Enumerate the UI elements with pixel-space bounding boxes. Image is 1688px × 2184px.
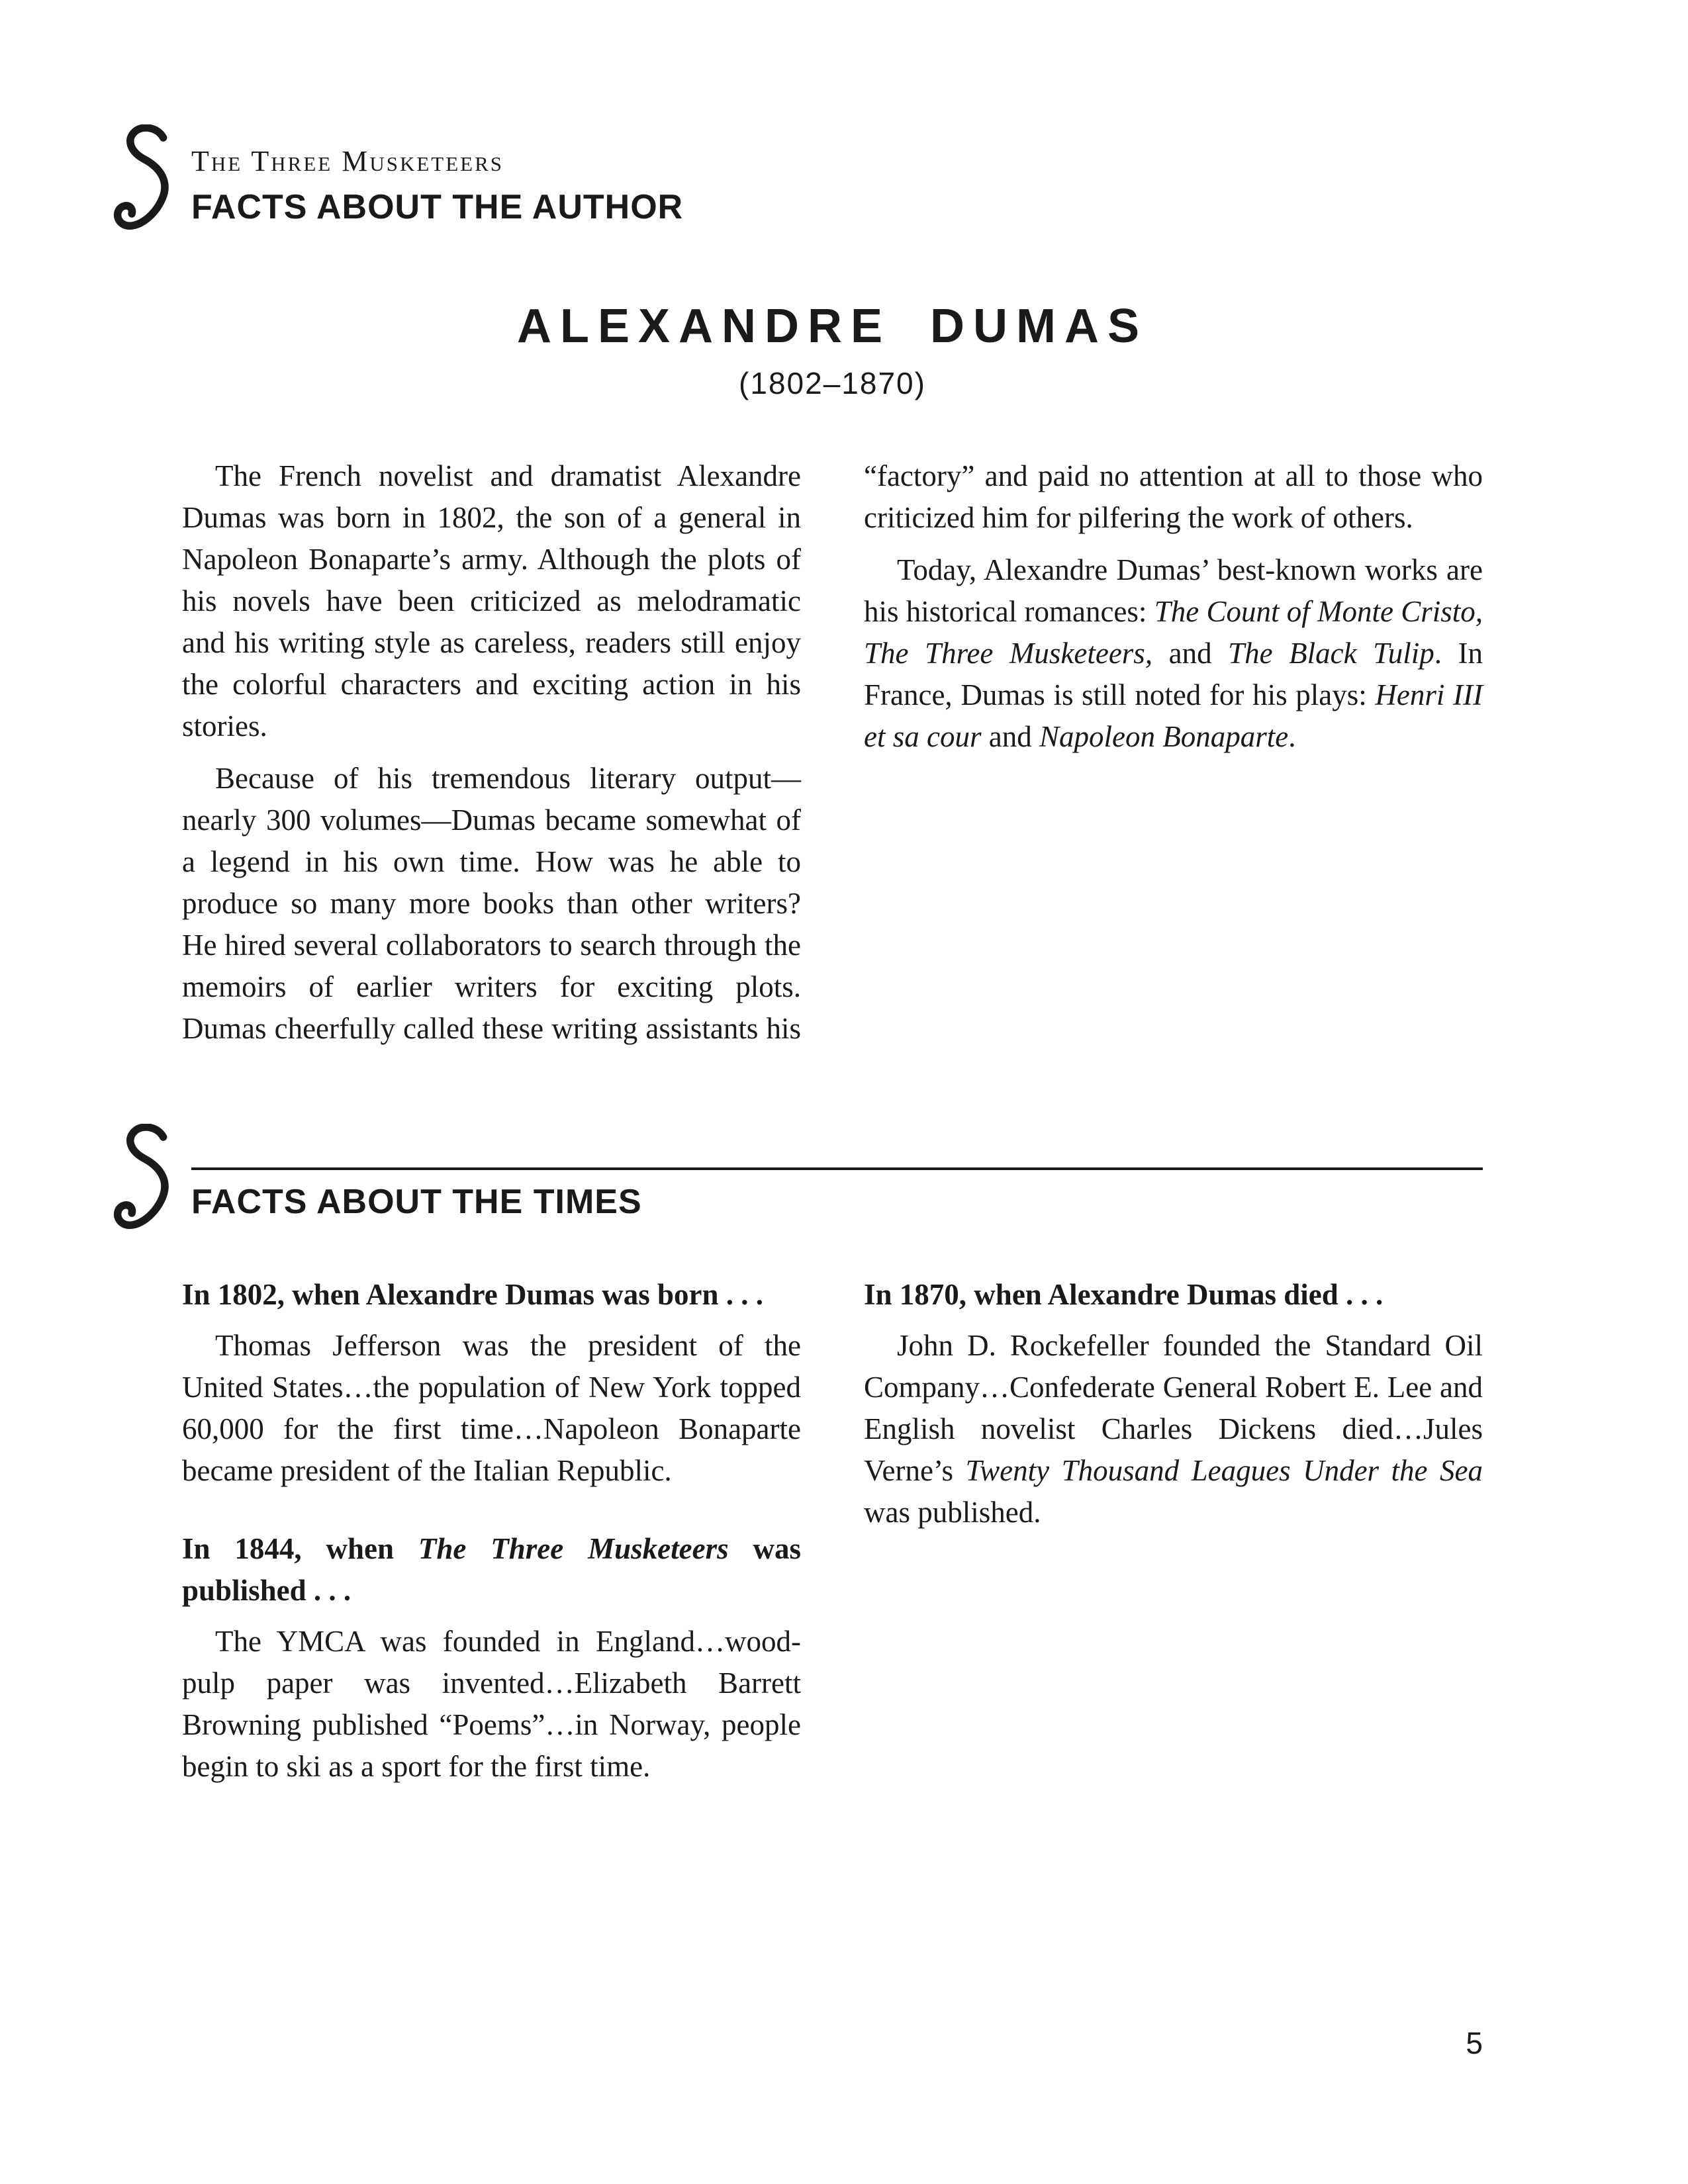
body-paragraph: Today, Alexandre Dumas’ best-known works are his historical romances: The Count of Monte Cristo, The Three Musketeers, and The Black Tulip. In France, Dumas is still noted for his plays: Henri III et sa cour and Napoleon Bonaparte. (864, 553, 1483, 753)
author-dates: (1802–1870) (739, 366, 926, 400)
body-paragraph: John D. Rockefeller founded the Standard Oil Company…Confederate General Robert E. Lee and English novelist Charles Dickens died…Jules Verne’s Twenty Thousand Leagues Under the Sea was published. (864, 1329, 1483, 1529)
times-section-header-text (191, 1124, 1483, 1222)
series-title: The Three Musketeers (191, 145, 504, 177)
body-paragraph: Thomas Jefferson was the president of the United States…the population of New York topped 60,000 for the first time…Napoleon Bonaparte became president of the Italian Republic. (182, 1329, 801, 1487)
author-section-header (113, 124, 683, 238)
page-number: 5 (1466, 2026, 1483, 2060)
section-divider-rule (191, 1167, 1483, 1170)
author-section-title: FACTS ABOUT THE AUTHOR (191, 188, 684, 226)
body-paragraph: Because of his tremendous literary output—nearly 300 volumes—Dumas became somewhat of a legend in his own time. How was he able to produce so many more books than other writers? He hired several collaborators to search through the memoirs of earlier writers for exciting plots. Dumas cheerfully called these writing assistants his “factory” and paid no attention at all to those who criticized him for pilfering the work of others. (182, 459, 1483, 1045)
script-s-ornament-icon (113, 124, 175, 238)
author-facts-text (182, 455, 1483, 1054)
times-section-header (113, 1124, 1483, 1238)
era-heading: In 1802, when Alexandre Dumas was born . . . (182, 1278, 764, 1311)
times-section-title: FACTS ABOUT THE TIMES (191, 1183, 642, 1221)
script-s-ornament-icon (113, 1124, 175, 1238)
author-section-header-text (191, 124, 683, 227)
body-paragraph: The French novelist and dramatist Alexandre Dumas was born in 1802, the son of a general in Napoleon Bonaparte’s army. Although the plots of his novels have been criticized as melodramatic and his writing style as careless, readers still enjoy the colorful characters and exciting action in his stories. (182, 459, 801, 743)
author-title-block (182, 299, 1483, 401)
body-paragraph: The YMCA was founded in England…wood-pulp paper was invented…Elizabeth Barrett Browning published “Poems”…in Norway, people begin to ski as a sport for the first time. (182, 1625, 801, 1783)
times-facts-text (182, 1274, 1483, 1807)
era-heading: In 1844, when The Three Musketeers was published . . . (182, 1532, 801, 1607)
era-heading: In 1870, when Alexandre Dumas died . . . (864, 1278, 1383, 1311)
author-name: ALEXANDRE DUMAS (516, 300, 1149, 353)
